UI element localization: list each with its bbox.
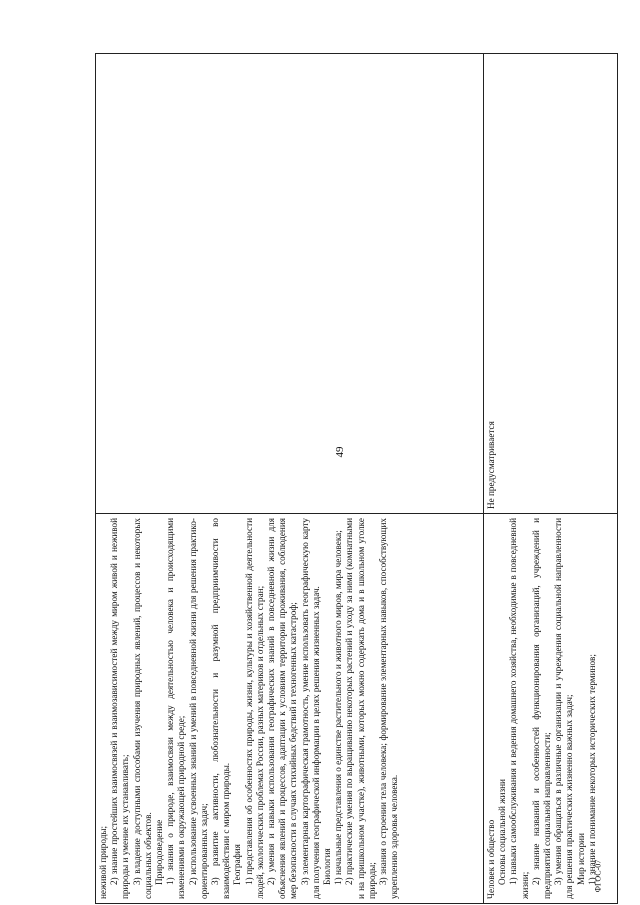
- text-line: 2) умения и навыки использования географических знаний в повседневной жизни для объяснения явлений и процессов, адаптации к условиям территории проживания, соблюдения мер безопасности в случаях стихийных бедствий и техногенных катастроф;: [266, 518, 299, 899]
- footer-code: ФГОС-07: [593, 859, 603, 893]
- text-line: 1) навыки самообслуживания и ведения домашнего хозяйства, необходимые в повседневной жизни;: [508, 518, 530, 899]
- text-line: 2) использование усвоенных знаний и умений в повседневной жизни для решения практико-ориентированных задач;: [187, 518, 209, 899]
- standards-table-wrap: [95, 54, 617, 904]
- cell-outcomes-society: [484, 514, 618, 904]
- text-line: 1) знания о природе, взаимосвязи между деятельностью человека и происходящими изменениями в окружающей природной среде;: [165, 518, 187, 899]
- text-line: Природоведение: [154, 819, 165, 885]
- text-line: 3) знания о строении тела человека; формирование элементарных навыков, способствующих укреплению здоровья человека.: [378, 518, 400, 899]
- text-line: 3) развитие активности, любознательности и разумной предприимчивости во взаимодействии с миром природы.: [210, 518, 232, 899]
- text-line: Не предусматривается: [486, 421, 496, 509]
- cell-alt-variant-not-provided: [484, 54, 618, 514]
- text-line: 2) знание простейших взаимосвязей и взаимозависимостей между миром живой и неживой природы и умение их устанавливать;: [109, 518, 131, 899]
- text-line: 3) элементарная картографическая грамотность, умение использовать географическую карту для получения географической информации в целях решения жизненных задач.: [299, 518, 321, 899]
- text-line: 2) знание названий и особенностей функционирования организаций, учреждений и предприятий социальной направленности;: [530, 518, 553, 899]
- text-line: 2) практические умения по выращиванию некоторых растений и уходу за ними (комнатными и на пришкольном участке), животными, которых можно содержать дома и в школьном уголке природы;: [344, 518, 377, 899]
- text-line: География: [232, 844, 243, 885]
- text-line: Основы социальной жизни: [497, 779, 508, 885]
- page-number: 49: [334, 446, 346, 458]
- text-line: Человек и общество: [486, 819, 496, 899]
- standards-table: [95, 53, 618, 904]
- table-row: [484, 54, 618, 904]
- text-line: 3) владение доступными способами изучения природных явлений, процессов и некоторых социальных объектов.: [131, 518, 153, 899]
- text-line: 1) представления об особенностях природы, жизни, культуры и хозяйственной деятельности людей, экологических проблемах России, разных материков и отдельных стран;: [243, 518, 265, 899]
- text-line: 3) умения обращаться в различные организации и учреждения социальной направленности для решения практических жизненно важных задач;: [553, 518, 575, 899]
- text-line: 1) знание и понимание некоторых исторических терминов;: [586, 654, 597, 885]
- table-row: [96, 54, 484, 904]
- text-line: 1) начальные представления о единстве растительного и животного миров, мира человека;: [333, 530, 344, 885]
- cell-outcomes-nature: [96, 514, 484, 904]
- text-line: неживой природы;: [98, 825, 108, 899]
- cell-alt-variant-empty: [96, 54, 484, 514]
- text-line: Мир истории: [575, 833, 586, 885]
- text-line: Биология: [322, 848, 333, 885]
